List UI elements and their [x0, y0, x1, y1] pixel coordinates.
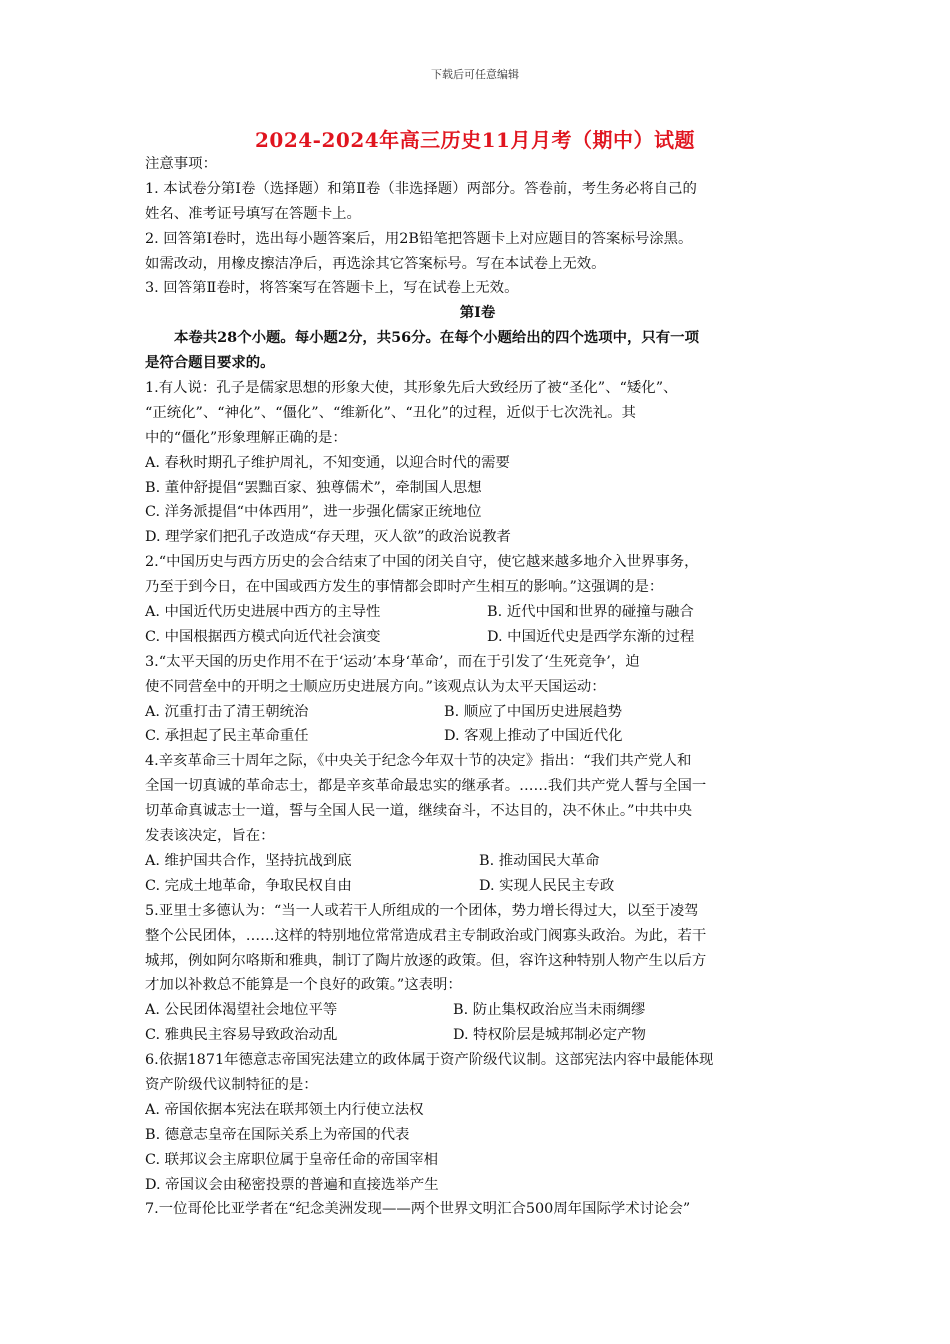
option-a: A. 沉重打击了清王朝统治 [145, 703, 309, 720]
section-title: 第Ⅰ卷 [459, 304, 496, 322]
option-row [145, 700, 810, 725]
notice-line: 姓名、准考证号填写在答题卡上。 [145, 205, 361, 222]
option-b: B. 德意志皇帝在国际关系上为帝国的代表 [145, 1126, 410, 1143]
question-stem: 乃至于到今日，在中国或西方发生的事情都会即时产生相互的影响。”这强调的是： [145, 579, 664, 596]
question-stem: 使不同营垒中的开明之士顺应历史进展方向。”该观点认为太平天国运动： [145, 678, 606, 695]
option-c: C. 完成土地革命，争取民权自由 [145, 877, 352, 894]
question-stem: 整个公民团体，……这样的特别地位常常造成君主专制政治或门阀寡头政治。为此，若干 [145, 927, 707, 944]
option-b: B. 防止集权政治应当未雨绸缪 [453, 1002, 646, 1019]
option-row [145, 874, 810, 899]
section-intro: 本卷共28个小题。每小题2分，共56分。在每个小题给出的四个选项中，只有一项 [174, 329, 699, 347]
option-c: C. 承担起了民主革命重任 [145, 728, 309, 745]
notice-line: 1. 本试卷分第Ⅰ卷（选择题）和第Ⅱ卷（非选择题）两部分。答卷前，考生务必将自己的 [145, 180, 697, 197]
page-header: 下载后可任意编辑 [431, 68, 519, 81]
notice-line: 3. 回答第Ⅱ卷时，将答案写在答题卡上，写在试卷上无效。 [145, 280, 519, 297]
option-a: A. 春秋时期孔子维护周礼，不知变通，以迎合时代的需要 [145, 454, 510, 471]
option-d: D. 客观上推动了中国近代化 [444, 728, 623, 745]
option-d: D. 帝国议会由秘密投票的普遍和直接选举产生 [145, 1176, 439, 1193]
question-stem: 6.依据1871年德意志帝国宪法建立的政体属于资产阶级代议制。这部宪法内容中最能体现 [145, 1052, 714, 1069]
option-d: D. 中国近代史是西学东渐的过程 [487, 628, 695, 645]
option-d: D. 实现人民民主专政 [479, 877, 615, 894]
notice-line: 2. 回答第Ⅰ卷时，选出每小题答案后，用2B铅笔把答题卡上对应题目的答案标号涂黑。 [145, 230, 693, 247]
question-stem: 全国一切真诚的革命志士，都是辛亥革命最忠实的继承者。……我们共产党人誓与全国一 [145, 778, 707, 795]
question-stem: 才加以补救总不能算是一个良好的政策。”这表明： [145, 977, 462, 994]
option-b: B. 近代中国和世界的碰撞与融合 [487, 604, 694, 621]
option-c: C. 雅典民主容易导致政治动乱 [145, 1027, 338, 1044]
question-stem: 4.辛亥革命三十周年之际，《中央关于纪念今年双十节的决定》指出：“我们共产党人和 [145, 753, 692, 770]
question-stem: 5.亚里士多德认为：“当一人或若干人所组成的一个团体，势力增长得过大，以至于凌驾 [145, 902, 699, 919]
option-row [145, 724, 810, 749]
option-b: B. 董仲舒提倡“罢黜百家、独尊儒术”，牵制国人思想 [145, 479, 482, 496]
option-row [145, 625, 810, 650]
option-row [145, 600, 810, 625]
option-row [145, 849, 810, 874]
option-c: C. 洋务派提倡“中体西用”，进一步强化儒家正统地位 [145, 504, 482, 521]
question-stem: 1.有人说：孔子是儒家思想的形象大使，其形象先后大致经历了被“圣化”、“矮化”、 [145, 380, 678, 397]
question-stem: 3.“太平天国的历史作用不在于‘运动’本身‘革命’，而在于引发了‘生死竞争’，迫 [145, 653, 640, 670]
option-a: A. 维护国共合作，坚持抗战到底 [145, 852, 352, 869]
document-body [145, 152, 810, 1222]
question-stem: 资产阶级代议制特征的是： [145, 1076, 318, 1093]
exam-title: 2024-2024年高三历史11月月考（期中）试题 [255, 128, 695, 152]
question-stem: 7.一位哥伦比亚学者在“纪念美洲发现——两个世界文明汇合500周年国际学术讨论会” [145, 1201, 691, 1218]
question-stem: 2.“中国历史与西方历史的会合结束了中国的闭关自守，使它越来越多地介入世界事务， [145, 554, 699, 571]
option-a: A. 帝国依据本宪法在联邦领土内行使立法权 [145, 1101, 424, 1118]
section-intro: 是符合题目要求的。 [145, 354, 275, 372]
option-b: B. 推动国民大革命 [479, 852, 600, 869]
question-stem: 中的“僵化”形象理解正确的是： [145, 429, 347, 446]
option-d: D. 特权阶层是城邦制必定产物 [453, 1027, 646, 1044]
option-b: B. 顺应了中国历史进展趋势 [444, 703, 623, 720]
option-d: D. 理学家们把孔子改造成“存天理，灭人欲”的政治说教者 [145, 529, 511, 546]
notice-heading: 注意事项： [145, 156, 217, 172]
option-c: C. 联邦议会主席职位属于皇帝任命的帝国宰相 [145, 1151, 439, 1168]
question-stem: 发表该决定，旨在： [145, 828, 275, 845]
option-a: A. 公民团体渴望社会地位平等 [145, 1002, 338, 1019]
option-a: A. 中国近代历史进展中西方的主导性 [145, 604, 381, 621]
option-row [145, 998, 810, 1023]
option-c: C. 中国根据西方模式向近代社会演变 [145, 628, 381, 645]
notice-line: 如需改动，用橡皮擦洁净后，再选涂其它答案标号。写在本试卷上无效。 [145, 255, 606, 272]
question-stem: “正统化”、“神化”、“僵化”、“维新化”、“丑化”的过程，近似于七次洗礼。其 [145, 404, 636, 421]
question-stem: 城邦，例如阿尔咯斯和雅典，制订了陶片放逐的政策。但，容许这种特别人物产生以后方 [145, 952, 707, 969]
question-stem: 切革命真诚志士一道，誓与全国人民一道，继续奋斗，不达目的，决不休止。”中共中央 [145, 803, 693, 820]
option-row [145, 1023, 810, 1048]
